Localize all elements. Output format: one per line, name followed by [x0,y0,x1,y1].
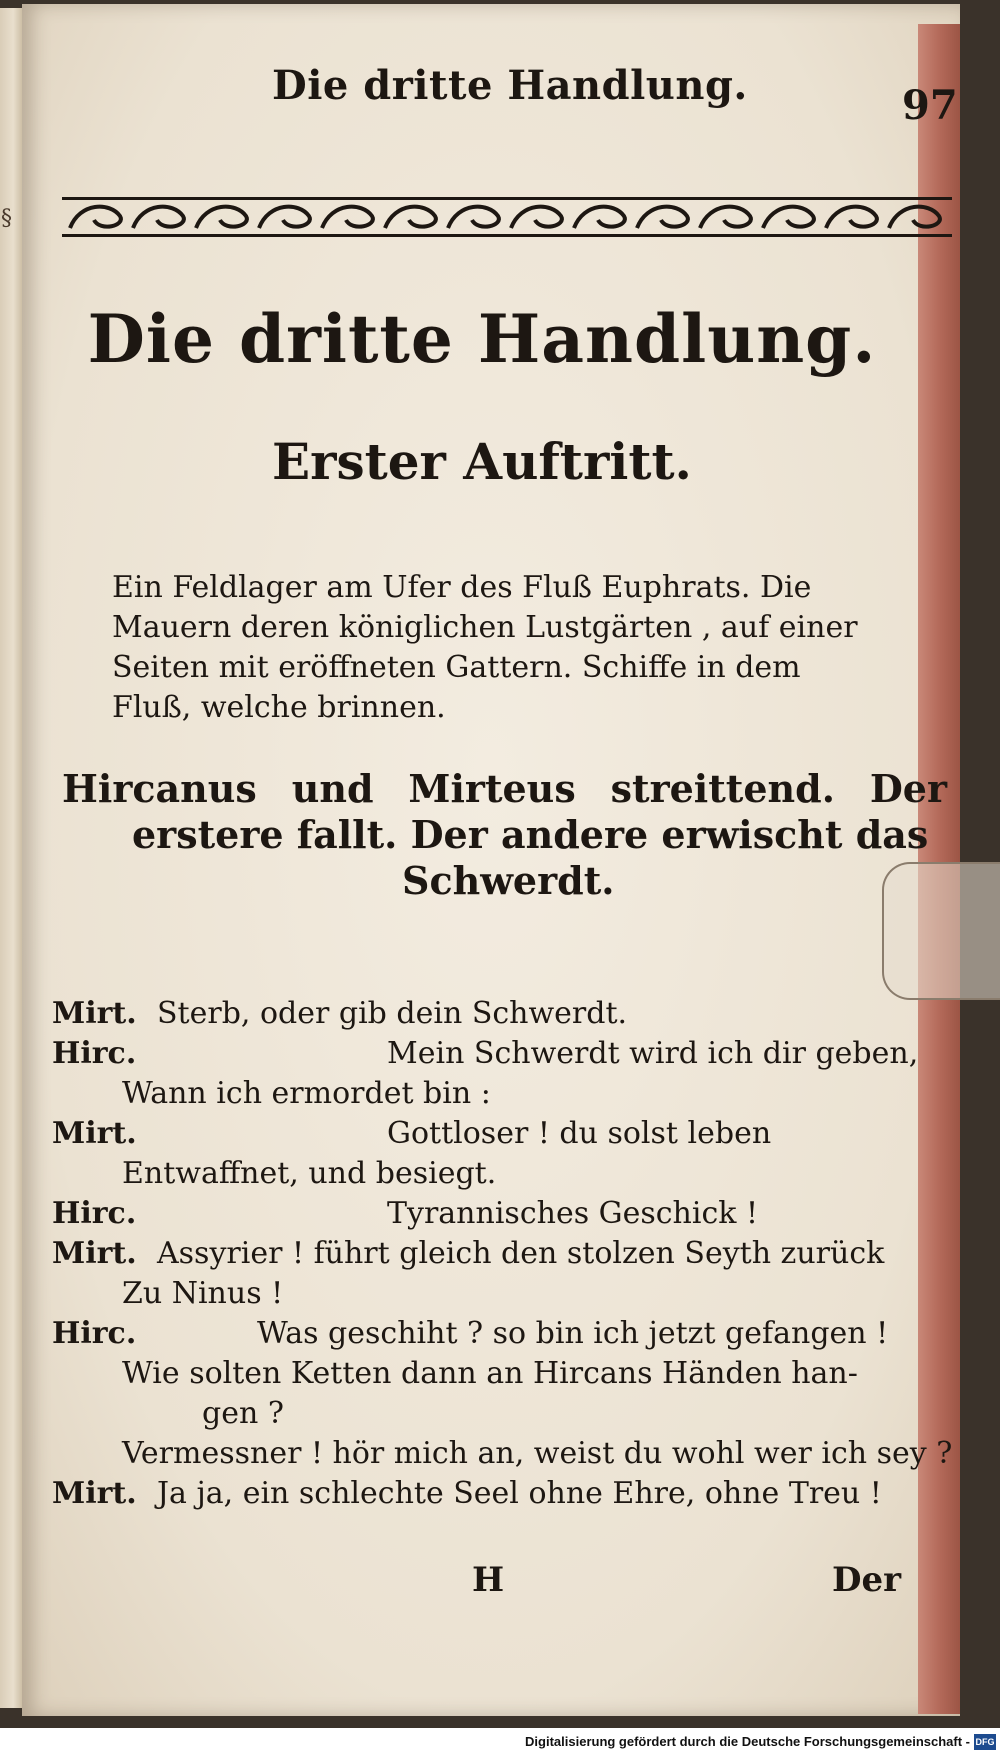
speaker-name: Hirc. [52,1036,137,1071]
left-page-edge: § [0,8,22,1708]
ornament-loop [889,207,940,228]
dialogue-line [52,1154,932,1194]
dialogue-line [52,994,932,1034]
speech-text: Wie solten Ketten dann an Hircans Händen han- [122,1356,858,1391]
speech-text: Wann ich ermordet bin : [122,1076,491,1111]
speaker-name: Hirc. [52,1196,137,1231]
stage-direction-line: Seiten mit eröffneten Gattern. Schiffe in dem [112,650,801,685]
dialogue-line [52,1474,932,1514]
stage-direction-line: Ein Feldlager am Ufer des Fluß Euphrats. Die [112,570,812,605]
speech-text: Tyrannisches Geschick ! [387,1196,759,1231]
speech-text: Zu Ninus ! [122,1276,284,1311]
ornament-loop [322,207,373,228]
page-text [22,4,960,1716]
ornament-band-icon [62,194,952,240]
dialogue-line [52,1274,932,1314]
dialogue-line [52,1194,932,1234]
ornament-loop [763,207,814,228]
scene-action-line: Hircanus und Mirteus streittend. Der [62,766,947,811]
scene-action-line: Schwerdt. [402,858,615,903]
footer-credit: Digitalisierung gefördert durch die Deutsche Forschungsgemeinschaft - [525,1734,970,1749]
speech-text: Assyrier ! führt gleich den stolzen Seyth zurück [157,1236,885,1271]
dialogue-line [52,1434,953,1474]
dfg-logo-icon: DFG [974,1734,996,1750]
ornament-loop [385,207,436,228]
speaker-name: Mirt. [52,1476,137,1511]
speech-text: Mein Schwerdt wird ich dir geben, [387,1036,919,1071]
ornament-loop [700,207,751,228]
dialogue-line [52,1074,932,1114]
ornament-loop [70,207,121,228]
scene-action-line: erstere fallt. Der andere erwischt das [132,812,929,857]
act-title: Die dritte Handlung. [87,300,877,378]
dialogue-line [52,1114,932,1154]
ornament-loop [448,207,499,228]
ornament-loop [196,207,247,228]
speech-text: Sterb, oder gib dein Schwerdt. [157,996,628,1031]
scene-title: Erster Auftritt. [272,432,692,491]
speech-text: Was geschiht ? so bin ich jetzt gefangen ! [257,1316,889,1351]
scene-action [52,766,947,904]
ornament-loop [259,207,310,228]
ornament-loop [826,207,877,228]
catchword: Der [832,1560,902,1600]
ornament-loop [637,207,688,228]
running-head: Die dritte Handlung. [272,62,748,109]
speech-text: Ja ja, ein schlechte Seel ohne Ehre, ohne Treu ! [157,1476,882,1511]
speech-text: Gottloser ! du solst leben [387,1116,772,1151]
signature-mark: H [472,1560,505,1600]
footer-bar [0,1728,1000,1757]
stage-direction-line: Fluß, welche brinnen. [112,690,446,725]
dialogue-line [52,1314,932,1354]
speech-text: Vermessner ! hör mich an, weist du wohl wer ich sey ? [122,1436,953,1471]
dialogue-line [52,1354,932,1394]
speech-text: Entwaffnet, und besiegt. [122,1156,497,1191]
speaker-name: Mirt. [52,1116,137,1151]
speaker-name: Mirt. [52,996,137,1031]
dialogue-line [52,1394,932,1434]
page-number: 97 [902,82,958,129]
ornament-loop [574,207,625,228]
speaker-name: Hirc. [52,1316,137,1351]
stage-direction [112,568,942,728]
dialogue-line [52,1234,932,1274]
ornament-loop [511,207,562,228]
ornament-loop [133,207,184,228]
dialogue-line [52,1034,932,1074]
dialogue [52,994,953,1514]
stage-direction-line: Mauern deren königlichen Lustgärten , auf einer [112,610,858,645]
speaker-name: Mirt. [52,1236,137,1271]
speech-text: gen ? [202,1396,284,1431]
page [22,4,960,1716]
